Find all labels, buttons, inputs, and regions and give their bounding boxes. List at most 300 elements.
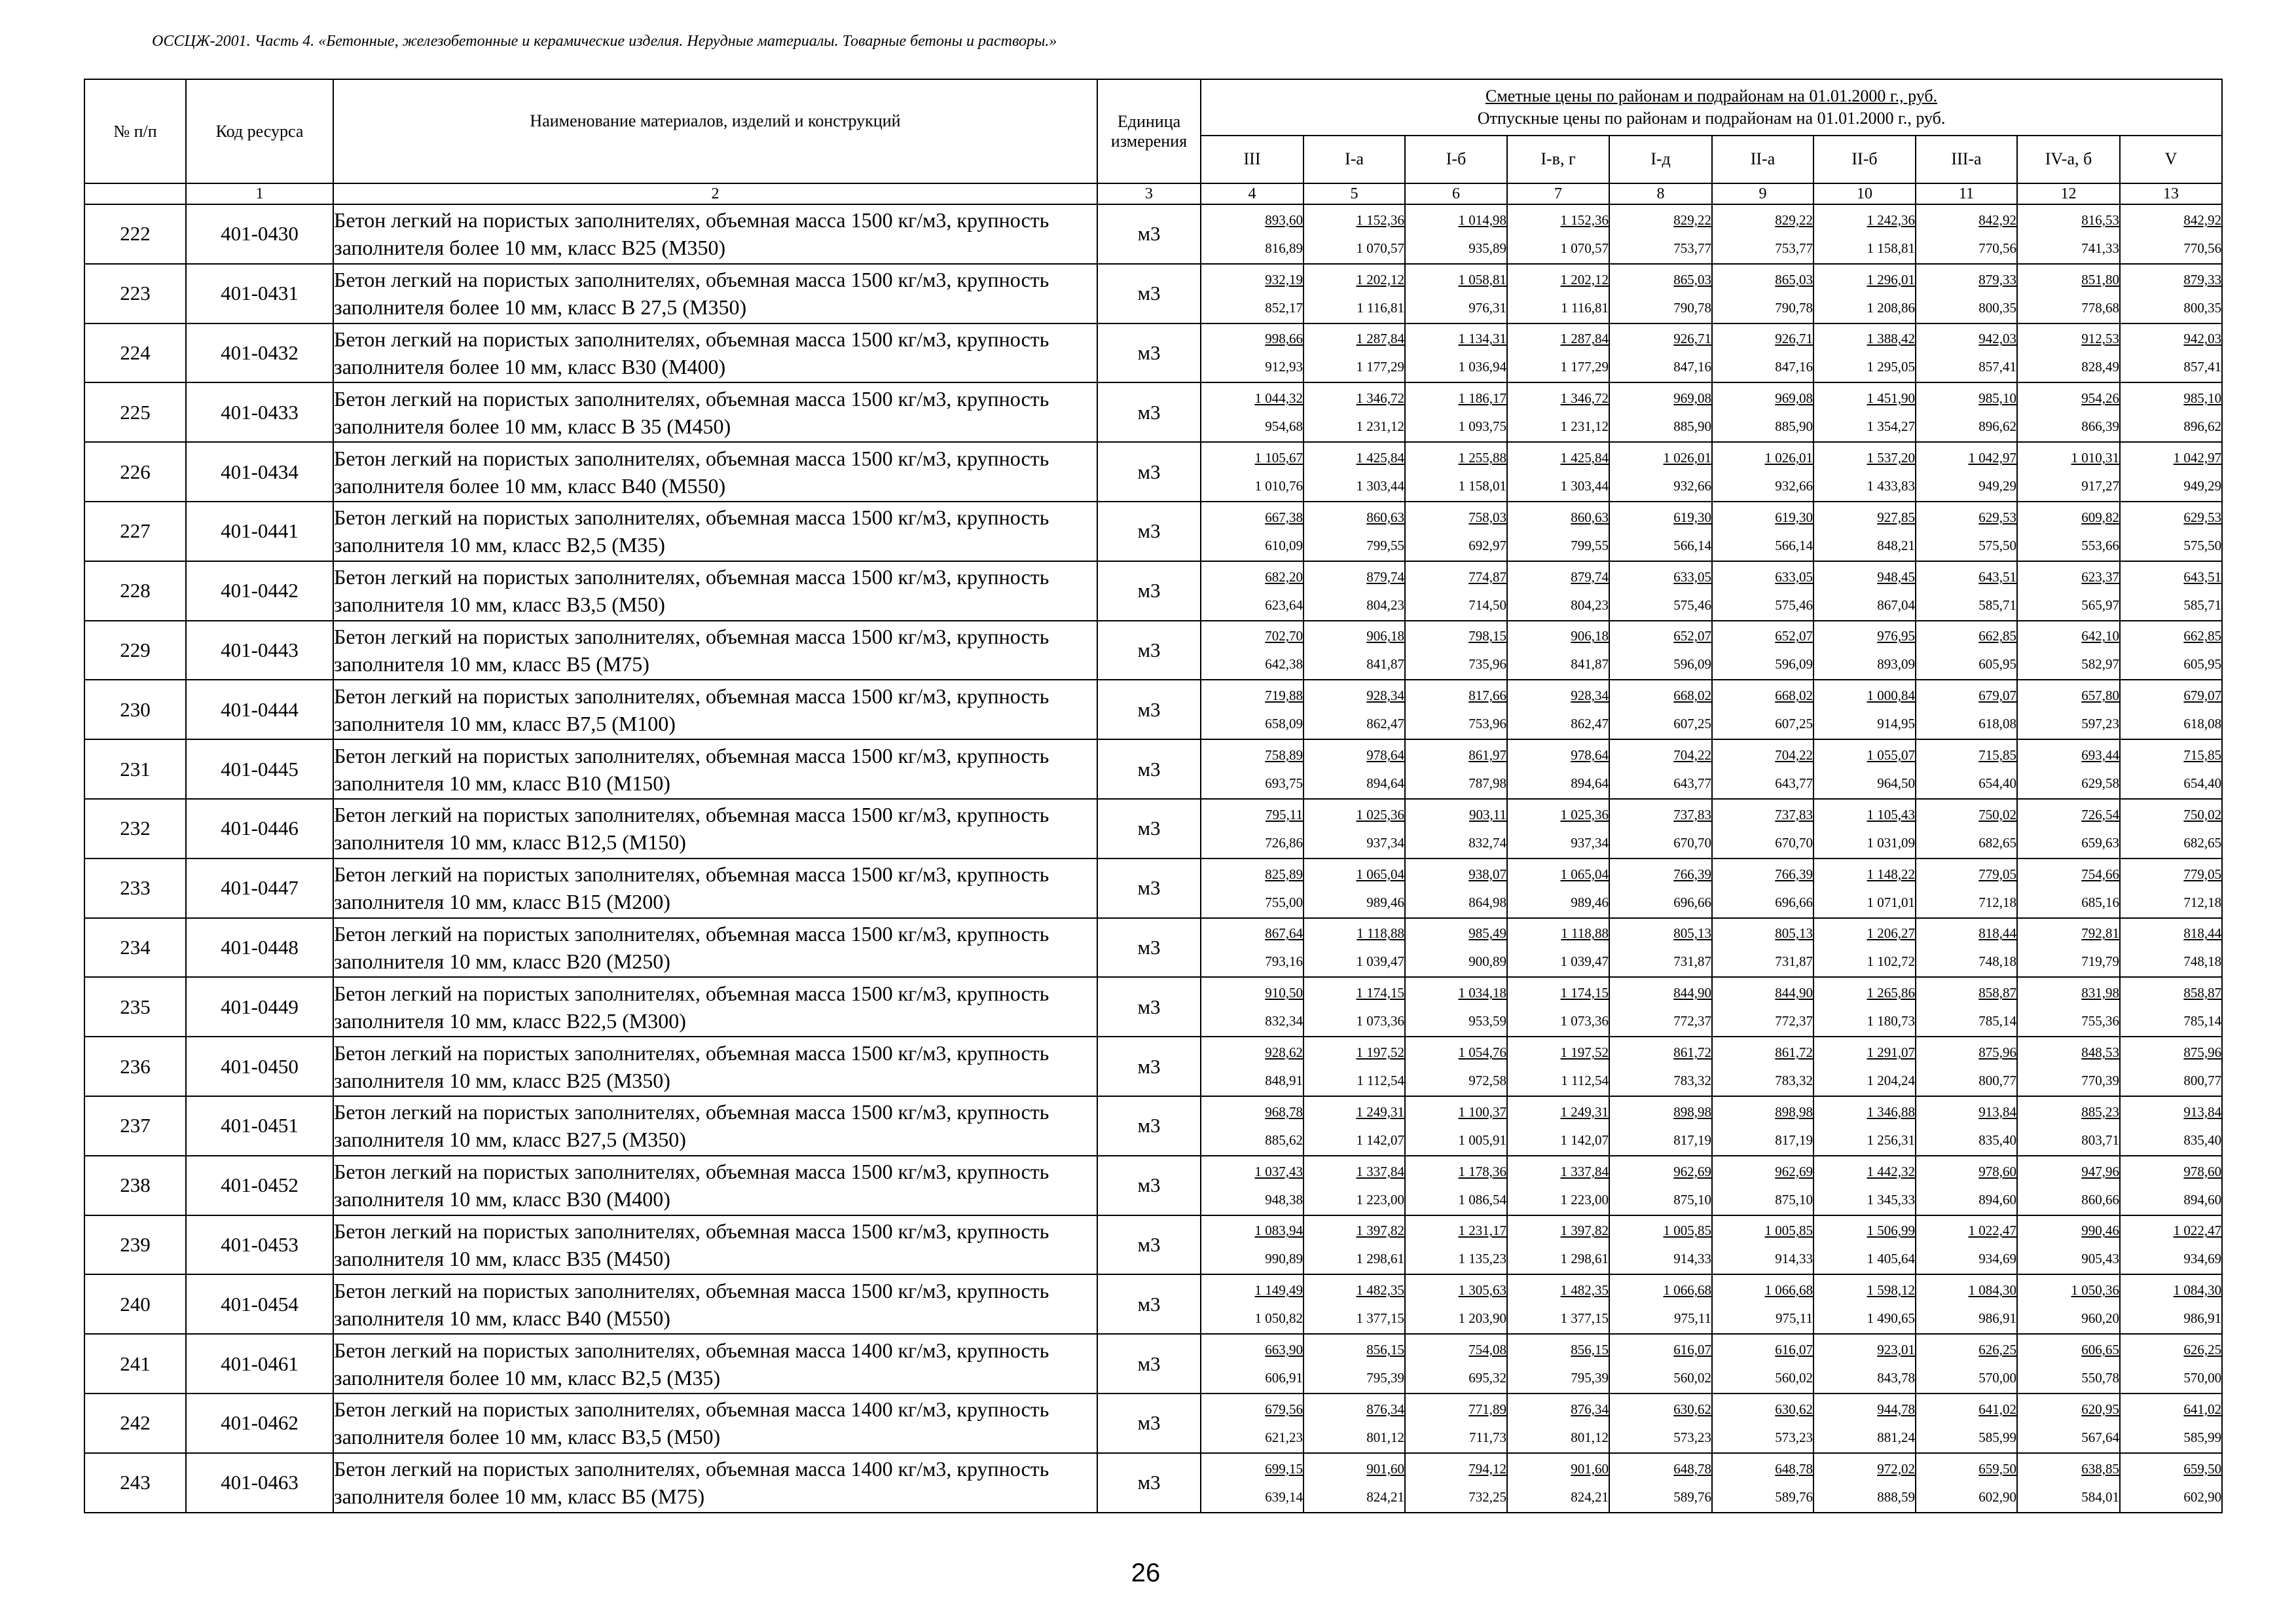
estimate-price: 926,71 (1775, 331, 1813, 347)
release-price: 1 177,29 (1356, 359, 1404, 375)
table-row (84, 799, 2222, 858)
estimate-price: 1 397,82 (1560, 1223, 1609, 1239)
row-number: 241 (84, 1334, 186, 1393)
estimate-price: 668,02 (1673, 688, 1711, 704)
estimate-price: 1 296,01 (1867, 271, 1915, 287)
estimate-price: 1 174,15 (1356, 985, 1404, 1001)
price-cell (1303, 502, 1405, 561)
release-price: 553,66 (2081, 537, 2119, 553)
estimate-price: 1 425,84 (1560, 450, 1609, 466)
estimate-price: 1 442,32 (1867, 1163, 1915, 1179)
row-number: 239 (84, 1215, 186, 1275)
material-name: Бетон легкий на пористых заполнителях, объемная масса 1500 кг/м3, крупность заполнителя более 10 мм, класс В30 (М400) (333, 323, 1097, 383)
column-header-name: Наименование материалов, изделий и конструкций (333, 79, 1097, 183)
unit-of-measure: м3 (1097, 204, 1201, 264)
estimate-price: 876,34 (1366, 1401, 1404, 1417)
price-cell (2120, 799, 2222, 858)
estimate-price: 947,96 (2081, 1163, 2119, 1179)
estimate-price: 831,98 (2081, 985, 2119, 1001)
price-cell (1712, 1096, 1813, 1156)
resource-code: 401-0448 (186, 918, 333, 978)
price-cell (1712, 442, 1813, 502)
material-name: Бетон легкий на пористых заполнителях, объемная масса 1500 кг/м3, крупность заполнителя 10 мм, класс В27,5 (М350) (333, 1096, 1097, 1156)
estimate-price: 606,65 (2081, 1342, 2119, 1358)
column-number: 12 (2017, 183, 2120, 204)
release-price: 575,46 (1775, 597, 1813, 613)
release-price: 857,41 (2183, 359, 2222, 375)
resource-code: 401-0431 (186, 264, 333, 323)
price-cell (1201, 1453, 1303, 1513)
estimate-price: 679,07 (1978, 688, 2016, 704)
price-cell (1201, 918, 1303, 978)
release-price: 841,87 (1366, 656, 1404, 673)
price-cell (1303, 680, 1405, 739)
price-cell (1303, 1334, 1405, 1393)
prices-group-header (1201, 79, 2222, 136)
release-price: 795,39 (1366, 1370, 1404, 1386)
estimate-price: 879,33 (1978, 271, 2016, 287)
estimate-price: 901,60 (1366, 1460, 1404, 1477)
price-cell (1712, 621, 1813, 680)
price-cell (1609, 680, 1712, 739)
estimate-price: 903,11 (1469, 806, 1506, 822)
release-price: 914,33 (1673, 1251, 1711, 1267)
release-price: 1 005,91 (1458, 1132, 1506, 1148)
price-cell (1813, 858, 1916, 918)
release-price: 584,01 (2081, 1488, 2119, 1505)
release-price: 986,91 (1978, 1310, 2016, 1327)
estimate-price: 978,60 (2183, 1163, 2222, 1179)
release-price: 753,77 (1673, 240, 1711, 256)
estimate-price: 976,95 (1877, 628, 1915, 644)
price-cell (1813, 204, 1916, 264)
price-cell (1507, 739, 1609, 799)
price-cell (1813, 264, 1916, 323)
region-header: II-б (1813, 136, 1916, 183)
release-price: 753,96 (1468, 716, 1506, 732)
price-cell (1813, 799, 1916, 858)
estimate-price: 875,96 (1978, 1044, 2016, 1061)
table-row (84, 204, 2222, 264)
estimate-price: 1 010,31 (2071, 450, 2119, 466)
release-price: 989,46 (1571, 894, 1609, 910)
unit-of-measure: м3 (1097, 502, 1201, 561)
price-cell (1507, 621, 1609, 680)
price-cell (1916, 1453, 2017, 1513)
release-price: 972,58 (1468, 1073, 1506, 1089)
release-price: 1 256,31 (1867, 1132, 1915, 1148)
price-cell (1916, 1156, 2017, 1215)
resource-code: 401-0430 (186, 204, 333, 264)
estimate-price: 861,72 (1673, 1044, 1711, 1061)
price-cell (1813, 1274, 1916, 1334)
estimate-price: 667,38 (1265, 509, 1303, 525)
estimate-price: 1 065,04 (1356, 866, 1404, 882)
estimate-price: 1 025,36 (1560, 806, 1609, 822)
estimate-price: 1 197,52 (1560, 1044, 1609, 1061)
price-cell (2017, 977, 2120, 1037)
estimate-price: 704,22 (1775, 747, 1813, 764)
estimate-price: 623,37 (2081, 568, 2119, 585)
estimate-price: 842,92 (1978, 212, 2016, 228)
price-cell (1201, 1215, 1303, 1275)
resource-code: 401-0462 (186, 1393, 333, 1453)
price-cell (1916, 442, 2017, 502)
column-number: 7 (1507, 183, 1609, 204)
price-cell (2017, 858, 2120, 918)
release-price: 888,59 (1877, 1488, 1915, 1505)
release-price: 1 303,44 (1560, 478, 1609, 494)
estimate-price: 998,66 (1265, 331, 1303, 347)
resource-code: 401-0432 (186, 323, 333, 383)
release-price: 602,90 (2183, 1488, 2222, 1505)
resource-code: 401-0461 (186, 1334, 333, 1393)
release-price: 550,78 (2081, 1370, 2119, 1386)
price-cell (1609, 204, 1712, 264)
release-price: 1 223,00 (1356, 1191, 1404, 1208)
release-price: 582,97 (2081, 656, 2119, 673)
release-price: 894,64 (1571, 775, 1609, 792)
estimate-price: 643,51 (1978, 568, 2016, 585)
estimate-price: 662,85 (2183, 628, 2222, 644)
estimate-price: 913,84 (1978, 1103, 2016, 1120)
estimate-price: 633,05 (1673, 568, 1711, 585)
estimate-price: 848,53 (2081, 1044, 2119, 1061)
release-price: 772,37 (1673, 1013, 1711, 1029)
price-cell (1507, 918, 1609, 978)
estimate-price: 875,96 (2183, 1044, 2222, 1061)
release-price: 618,08 (2183, 716, 2222, 732)
estimate-price: 1 058,81 (1458, 271, 1506, 287)
release-price: 816,89 (1265, 240, 1303, 256)
release-price: 801,12 (1366, 1429, 1404, 1445)
release-price: 596,09 (1673, 656, 1711, 673)
material-name: Бетон легкий на пористых заполнителях, объемная масса 1500 кг/м3, крупность заполнителя 10 мм, класс В10 (М150) (333, 739, 1097, 799)
estimate-price: 1 149,49 (1254, 1282, 1303, 1299)
estimate-price: 985,10 (1978, 390, 2016, 407)
release-price: 866,39 (2081, 418, 2119, 435)
column-number: 8 (1609, 183, 1712, 204)
release-price: 596,09 (1775, 656, 1813, 673)
estimate-price: 913,84 (2183, 1103, 2222, 1120)
release-price: 712,18 (2183, 894, 2222, 910)
release-price: 914,33 (1775, 1251, 1813, 1267)
resource-code: 401-0463 (186, 1453, 333, 1513)
release-price: 643,77 (1775, 775, 1813, 792)
estimate-price: 927,85 (1877, 509, 1915, 525)
price-cell (1609, 1215, 1712, 1275)
price-cell (1405, 1334, 1507, 1393)
estimate-price: 932,19 (1265, 271, 1303, 287)
estimate-price: 928,34 (1571, 688, 1609, 704)
table-row (84, 382, 2222, 442)
price-cell (1712, 1215, 1813, 1275)
estimate-price: 699,15 (1265, 1460, 1303, 1477)
price-cell (1303, 977, 1405, 1037)
estimate-price: 1 202,12 (1356, 271, 1404, 287)
release-price: 573,23 (1775, 1429, 1813, 1445)
price-cell (1201, 1334, 1303, 1393)
table-row (84, 1156, 2222, 1215)
release-price: 629,58 (2081, 775, 2119, 792)
price-cell (1916, 502, 2017, 561)
price-cell (2120, 1453, 2222, 1513)
price-cell (1201, 502, 1303, 561)
region-header: III-а (1916, 136, 2017, 183)
release-price: 1 073,36 (1356, 1013, 1404, 1029)
release-price: 881,24 (1877, 1429, 1915, 1445)
estimate-price: 662,85 (1978, 628, 2016, 644)
estimate-price: 1 042,97 (1968, 450, 2016, 466)
price-cell (2120, 1156, 2222, 1215)
price-cell (1405, 680, 1507, 739)
release-price: 1 345,33 (1867, 1191, 1915, 1208)
price-cell (1507, 1393, 1609, 1453)
estimate-price: 754,08 (1468, 1342, 1506, 1358)
estimate-price: 1 197,52 (1356, 1044, 1404, 1061)
estimate-price: 1 482,35 (1560, 1282, 1609, 1299)
release-price: 719,79 (2081, 953, 2119, 970)
estimate-price: 1 202,12 (1560, 271, 1609, 287)
release-price: 1 142,07 (1356, 1132, 1404, 1148)
price-cell (1609, 1096, 1712, 1156)
release-price: 1 180,73 (1867, 1013, 1915, 1029)
table-row (84, 680, 2222, 739)
price-cell (2120, 1334, 2222, 1393)
price-cell (1303, 621, 1405, 680)
price-cell (1916, 977, 2017, 1037)
estimate-price: 861,72 (1775, 1044, 1813, 1061)
estimate-price: 1 242,36 (1867, 212, 1915, 228)
price-cell (1813, 561, 1916, 621)
price-cell (2120, 502, 2222, 561)
unit-of-measure: м3 (1097, 858, 1201, 918)
release-price: 885,90 (1673, 418, 1711, 435)
estimate-price: 1 084,30 (1968, 1282, 2016, 1299)
row-number: 236 (84, 1037, 186, 1096)
price-cell (2017, 918, 2120, 978)
estimate-price: 1 346,72 (1356, 390, 1404, 407)
estimate-price: 1 000,84 (1867, 688, 1915, 704)
release-price: 735,96 (1468, 656, 1506, 673)
release-price: 658,09 (1265, 716, 1303, 732)
price-cell (1813, 1334, 1916, 1393)
estimate-price: 805,13 (1775, 925, 1813, 942)
unit-of-measure: м3 (1097, 323, 1201, 383)
release-price: 824,21 (1571, 1488, 1609, 1505)
estimate-price: 865,03 (1673, 271, 1711, 287)
price-cell (1712, 1393, 1813, 1453)
estimate-price: 652,07 (1775, 628, 1813, 644)
estimate-price: 715,85 (2183, 747, 2222, 764)
estimate-price: 1 118,88 (1561, 925, 1609, 942)
material-name: Бетон легкий на пористых заполнителях, объемная масса 1500 кг/м3, крупность заполнителя 10 мм, класс В2,5 (М35) (333, 502, 1097, 561)
price-cell (1201, 264, 1303, 323)
estimate-price: 1 291,07 (1867, 1044, 1915, 1061)
price-cell (1813, 323, 1916, 383)
price-cell (2017, 264, 2120, 323)
price-cell (1303, 323, 1405, 383)
release-price: 748,18 (2183, 953, 2222, 970)
estimate-price: 616,07 (1673, 1342, 1711, 1358)
price-cell (1813, 442, 1916, 502)
material-name: Бетон легкий на пористых заполнителях, объемная масса 1500 кг/м3, крупность заполнителя более 10 мм, класс В40 (М550) (333, 442, 1097, 502)
price-cell (1712, 204, 1813, 264)
price-cell (1405, 1453, 1507, 1513)
estimate-price: 968,78 (1265, 1103, 1303, 1120)
resource-code: 401-0450 (186, 1037, 333, 1096)
material-name: Бетон легкий на пористых заполнителях, объемная масса 1500 кг/м3, крупность заполнителя более 10 мм, класс В25 (М350) (333, 204, 1097, 264)
release-price: 948,38 (1265, 1191, 1303, 1208)
release-price: 803,71 (2081, 1132, 2119, 1148)
unit-of-measure: м3 (1097, 1453, 1201, 1513)
release-price: 1 231,12 (1560, 418, 1609, 435)
release-price: 1 050,82 (1254, 1310, 1303, 1327)
price-cell (2120, 621, 2222, 680)
estimate-price: 851,80 (2081, 271, 2119, 287)
estimate-price: 1 337,84 (1356, 1163, 1404, 1179)
release-price: 832,34 (1265, 1013, 1303, 1029)
estimate-price: 969,08 (1775, 390, 1813, 407)
unit-of-measure: м3 (1097, 1037, 1201, 1096)
estimate-price: 1 084,30 (2173, 1282, 2222, 1299)
price-cell (1405, 561, 1507, 621)
price-cell (1712, 561, 1813, 621)
estimate-price: 885,23 (2081, 1103, 2119, 1120)
release-price: 799,55 (1366, 537, 1404, 553)
estimate-price: 737,83 (1775, 806, 1813, 822)
material-name: Бетон легкий на пористых заполнителях, объемная масса 1500 кг/м3, крупность заполнителя 10 мм, класс В22,5 (М300) (333, 977, 1097, 1037)
price-cell (1507, 442, 1609, 502)
estimate-price: 1 174,15 (1560, 985, 1609, 1001)
release-price: 753,77 (1775, 240, 1813, 256)
column-number: 13 (2120, 183, 2222, 204)
resource-code: 401-0452 (186, 1156, 333, 1215)
column-number: 6 (1405, 183, 1507, 204)
price-cell (2120, 442, 2222, 502)
price-cell (1201, 442, 1303, 502)
price-cell (2017, 621, 2120, 680)
price-cell (1813, 739, 1916, 799)
release-price: 659,63 (2081, 834, 2119, 851)
estimate-price: 942,03 (2183, 331, 2222, 347)
release-price: 714,50 (1468, 597, 1506, 613)
release-prices-title: Отпускные цены по районам и подрайонам на 01.01.2000 г., руб. (1477, 108, 1946, 128)
price-cell (1916, 799, 2017, 858)
price-cell (2017, 382, 2120, 442)
price-cell (1609, 977, 1712, 1037)
estimate-price: 794,12 (1468, 1460, 1506, 1477)
table-row (84, 1453, 2222, 1513)
row-number: 224 (84, 323, 186, 383)
estimate-price: 1 186,17 (1458, 390, 1506, 407)
price-cell (1405, 442, 1507, 502)
estimate-price: 972,02 (1877, 1460, 1915, 1477)
table-row (84, 323, 2222, 383)
price-cell (1507, 204, 1609, 264)
unit-of-measure: м3 (1097, 264, 1201, 323)
row-number: 229 (84, 621, 186, 680)
price-cell (1201, 1393, 1303, 1453)
unit-of-measure: м3 (1097, 1274, 1201, 1334)
estimate-prices-title: Сметные цены по районам и подрайонам на 01.01.2000 г., руб. (1485, 86, 1938, 105)
estimate-price: 633,05 (1775, 568, 1813, 585)
unit-of-measure: м3 (1097, 621, 1201, 680)
release-price: 1 303,44 (1356, 478, 1404, 494)
row-number: 235 (84, 977, 186, 1037)
estimate-price: 630,62 (1775, 1401, 1813, 1417)
release-price: 560,02 (1775, 1370, 1813, 1386)
price-cell (1303, 799, 1405, 858)
resource-code: 401-0446 (186, 799, 333, 858)
price-cell (1507, 680, 1609, 739)
price-cell (1507, 1274, 1609, 1334)
estimate-price: 990,46 (2081, 1223, 2119, 1239)
release-price: 732,25 (1468, 1488, 1506, 1505)
estimate-price: 1 255,88 (1458, 450, 1506, 466)
estimate-price: 856,15 (1571, 1342, 1609, 1358)
release-price: 692,97 (1468, 537, 1506, 553)
release-price: 607,25 (1775, 716, 1813, 732)
price-cell (2120, 918, 2222, 978)
release-price: 570,00 (1978, 1370, 2016, 1386)
estimate-price: 630,62 (1673, 1401, 1711, 1417)
release-price: 817,19 (1673, 1132, 1711, 1148)
estimate-price: 1 026,01 (1663, 450, 1711, 466)
resource-code: 401-0441 (186, 502, 333, 561)
release-price: 835,40 (1978, 1132, 2016, 1148)
price-cell (1712, 1156, 1813, 1215)
price-cell (1916, 1334, 2017, 1393)
row-number: 228 (84, 561, 186, 621)
release-price: 1 158,81 (1867, 240, 1915, 256)
estimate-price: 928,62 (1265, 1044, 1303, 1061)
price-cell (1813, 502, 1916, 561)
release-price: 949,29 (2183, 478, 2222, 494)
price-cell (1405, 1156, 1507, 1215)
price-cell (1303, 442, 1405, 502)
estimate-price: 876,34 (1571, 1401, 1609, 1417)
price-cell (1609, 1274, 1712, 1334)
estimate-price: 1 337,84 (1560, 1163, 1609, 1179)
estimate-price: 1 034,18 (1458, 985, 1506, 1001)
release-price: 741,33 (2081, 240, 2119, 256)
price-cell (1813, 680, 1916, 739)
estimate-price: 842,92 (2183, 212, 2222, 228)
price-cell (1916, 1096, 2017, 1156)
material-name: Бетон легкий на пористых заполнителях, объемная масса 1500 кг/м3, крупность заполнителя 10 мм, класс В20 (М250) (333, 918, 1097, 978)
estimate-price: 926,71 (1673, 331, 1711, 347)
release-price: 566,14 (1775, 537, 1813, 553)
estimate-price: 844,90 (1673, 985, 1711, 1001)
release-price: 589,76 (1775, 1488, 1813, 1505)
release-price: 696,66 (1775, 894, 1813, 910)
estimate-price: 648,78 (1673, 1460, 1711, 1477)
release-price: 770,56 (1978, 240, 2016, 256)
price-cell (1813, 1453, 1916, 1513)
release-price: 954,68 (1265, 418, 1303, 435)
row-number: 243 (84, 1453, 186, 1513)
release-price: 800,35 (1978, 299, 2016, 316)
price-cell (2120, 382, 2222, 442)
material-name: Бетон легкий на пористых заполнителях, объемная масса 1500 кг/м3, крупность заполнителя более 10 мм, класс В 35 (М450) (333, 382, 1097, 442)
price-cell (1916, 382, 2017, 442)
release-price: 585,71 (1978, 597, 2016, 613)
estimate-price: 1 050,36 (2071, 1282, 2119, 1299)
price-cell (1916, 739, 2017, 799)
release-price: 917,27 (2081, 478, 2119, 494)
release-price: 867,04 (1877, 597, 1915, 613)
